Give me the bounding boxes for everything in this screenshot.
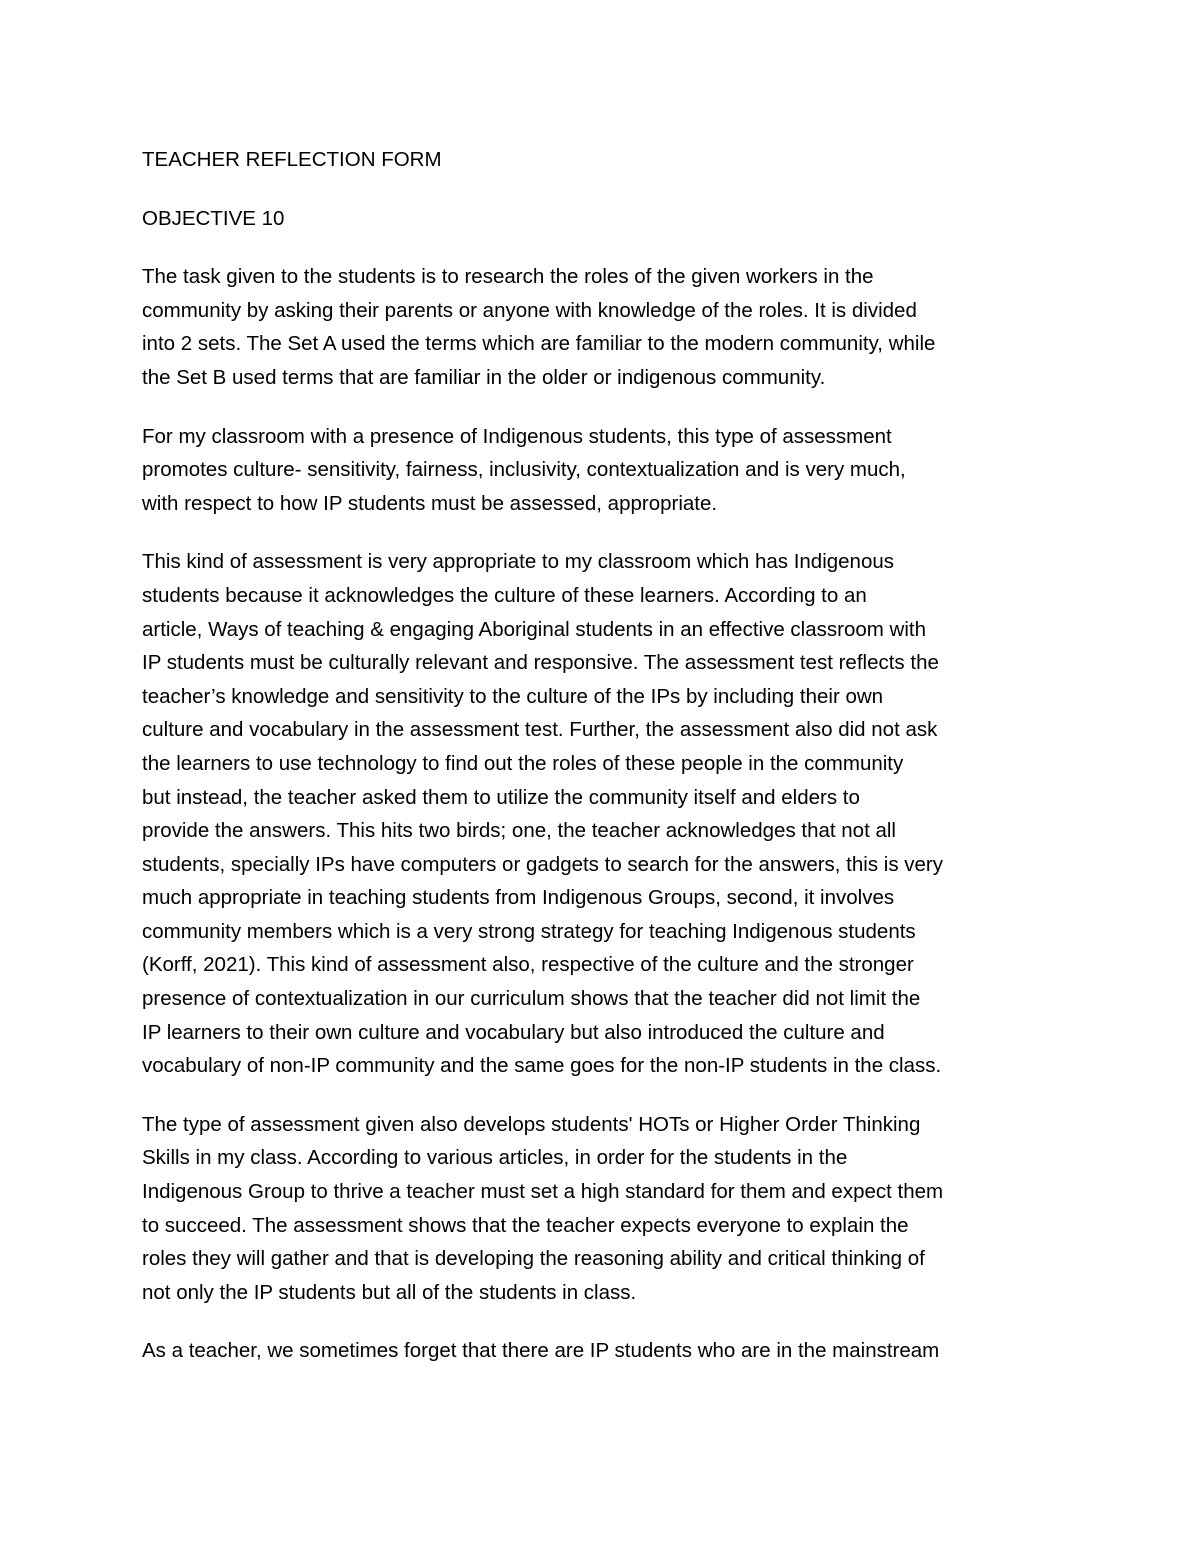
paragraph-line: This kind of assessment is very appropriate to my classroom which has Indigenous bbox=[142, 550, 895, 574]
paragraph-line: the Set B used terms that are familiar in the older or indigenous community. bbox=[142, 365, 826, 389]
paragraph-line: IP students must be culturally relevant and responsive. The assessment test reflects the bbox=[142, 651, 939, 675]
paragraph-line: to succeed. The assessment shows that the teacher expects everyone to explain the bbox=[142, 1213, 909, 1237]
paragraph-line: teacher’s knowledge and sensitivity to the culture of the IPs by including their own bbox=[142, 684, 884, 708]
paragraph-line: with respect to how IP students must be assessed, appropriate. bbox=[142, 491, 718, 515]
paragraph-line: Indigenous Group to thrive a teacher must set a high standard for them and expect them bbox=[142, 1180, 944, 1204]
objective-heading: OBJECTIVE 10 bbox=[142, 206, 285, 230]
paragraph-line: IP learners to their own culture and vocabulary but also introduced the culture and bbox=[142, 1020, 885, 1044]
paragraph-5 bbox=[142, 1334, 1072, 1368]
paragraph-line: presence of contextualization in our curriculum shows that the teacher did not limit the bbox=[142, 987, 921, 1011]
paragraph-line: The type of assessment given also develops students' HOTs or Higher Order Thinking bbox=[142, 1112, 921, 1136]
paragraph-line: students, specially IPs have computers or gadgets to search for the answers, this is very bbox=[142, 852, 944, 876]
paragraph-line: but instead, the teacher asked them to utilize the community itself and elders to bbox=[142, 785, 860, 809]
paragraph-line: much appropriate in teaching students from Indigenous Groups, second, it involves bbox=[142, 886, 895, 910]
paragraph-line: community by asking their parents or anyone with knowledge of the roles. It is divided bbox=[142, 298, 917, 322]
paragraph-1 bbox=[142, 260, 1072, 394]
document-body bbox=[142, 143, 1072, 1393]
paragraph-line: community members which is a very strong strategy for teaching Indigenous students bbox=[142, 919, 916, 943]
paragraph-line: The task given to the students is to research the roles of the given workers in the bbox=[142, 265, 874, 289]
paragraph-line: students because it acknowledges the culture of these learners. According to an bbox=[142, 583, 867, 607]
paragraph-3 bbox=[142, 545, 1072, 1083]
paragraph-line: vocabulary of non-IP community and the same goes for the non-IP students in the class. bbox=[142, 1054, 942, 1078]
paragraph-line: roles they will gather and that is developing the reasoning ability and critical thinking of bbox=[142, 1247, 925, 1271]
paragraph-2 bbox=[142, 420, 1072, 521]
paragraph-line: into 2 sets. The Set A used the terms which are familiar to the modern community, while bbox=[142, 332, 936, 356]
paragraph-line: For my classroom with a presence of Indigenous students, this type of assessment bbox=[142, 424, 892, 448]
paragraph-line: culture and vocabulary in the assessment test. Further, the assessment also did not ask bbox=[142, 718, 938, 742]
paragraph-4 bbox=[142, 1108, 1072, 1310]
document-title: TEACHER REFLECTION FORM bbox=[142, 148, 442, 171]
paragraph-line: provide the answers. This hits two birds; one, the teacher acknowledges that not all bbox=[142, 819, 896, 843]
paragraph-line: As a teacher, we sometimes forget that there are IP students who are in the mainstream bbox=[142, 1339, 940, 1363]
paragraph-line: the learners to use technology to find out the roles of these people in the community bbox=[142, 751, 904, 775]
paragraph-line: promotes culture- sensitivity, fairness, inclusivity, contextualization and is very much, bbox=[142, 458, 906, 482]
paragraph-line: not only the IP students but all of the students in class. bbox=[142, 1280, 637, 1304]
paragraph-line: Skills in my class. According to various articles, in order for the students in the bbox=[142, 1146, 848, 1170]
paragraph-line: (Korff, 2021). This kind of assessment also, respective of the culture and the stronger bbox=[142, 953, 914, 977]
paragraph-line: article, Ways of teaching & engaging Aboriginal students in an effective classroom with bbox=[142, 617, 926, 641]
